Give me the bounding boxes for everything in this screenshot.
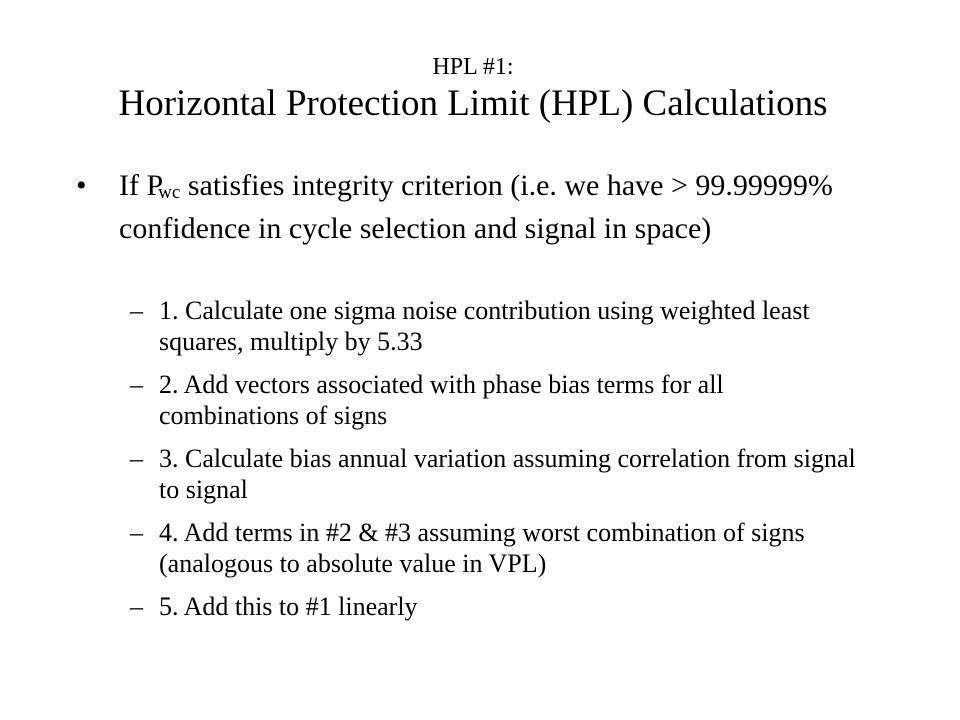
sub-bullet-text: 4. Add terms in #2 & #3 assuming worst combination of signs (analogous to absolute value in VPL) <box>159 518 805 578</box>
sub-bullet-list <box>130 295 870 634</box>
sub-bullet-item <box>130 443 870 505</box>
main-bullet-text-rest: satisfies integrity criterion (i.e. we have > 99.99999% confidence in cycle selection and signal in space) <box>119 169 833 245</box>
sub-bullet-item <box>130 517 870 579</box>
slide-subtitle: HPL #1: <box>432 54 514 80</box>
sub-bullet-item <box>130 591 870 622</box>
slide-title: Horizontal Protection Limit (HPL) Calculations <box>118 83 828 124</box>
sub-bullet-text: 3. Calculate bias annual variation assuming correlation from signal to signal <box>159 444 856 504</box>
sub-bullet-text: 5. Add this to #1 linearly <box>159 592 418 621</box>
bullet-marker: • <box>76 169 87 202</box>
sub-bullet-item <box>130 295 870 357</box>
sub-bullet-text: 1. Calculate one sigma noise contribution using weighted least squares, multiply by 5.33 <box>159 296 810 356</box>
dash-marker: – <box>130 444 143 473</box>
main-bullet <box>76 166 896 248</box>
main-bullet-text <box>119 166 896 248</box>
dash-marker: – <box>130 296 143 325</box>
sub-bullet-item <box>130 369 870 431</box>
main-bullet-text-start: If P <box>119 169 164 202</box>
title-block <box>0 52 946 126</box>
main-bullet-subscript: wc <box>158 182 181 203</box>
dash-marker: – <box>130 518 143 547</box>
sub-bullet-text: 2. Add vectors associated with phase bias terms for all combinations of signs <box>159 370 724 430</box>
dash-marker: – <box>130 370 143 399</box>
dash-marker: – <box>130 592 143 621</box>
